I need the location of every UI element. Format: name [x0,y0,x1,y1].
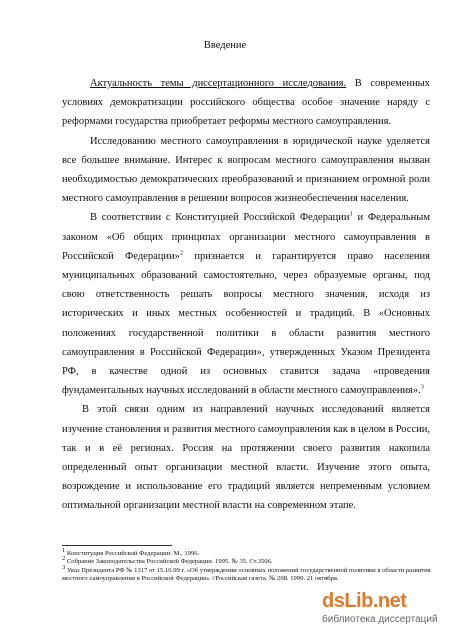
paragraph-3 [62,208,430,400]
paragraph-3-part-1: В соответствии с Конституцией Российской Федерации [90,212,350,224]
footnote-1-number: 1 [62,546,66,554]
footnote-2-number: 2 [62,555,66,563]
footnotes [62,546,432,584]
paragraph-4: В этой связи одним из направлений научных исследований является изучение становления и развития местного самоуправления как в целом в России, так и в её регионах. Россия на протяжении своего развития накопила определенный опыт организации местной власти. Изучение этого опыта, возрождение и использование его традиций является непременным условием оптимальной организации местной власти на современном этапе. [62,404,430,512]
footnote-2 [62,555,432,566]
footnote-3 [62,563,432,584]
footnote-ref-3: 3 [420,383,425,391]
paragraph-1-text: В современных условиях демократизации российского общества особое значение наряду с реформами государства приобретает реформы местного самоуправления. [62,78,430,128]
footnote-3-number: 3 [62,563,66,571]
watermark[interactable] [322,590,444,628]
topic-heading: Актуальность темы диссертационного исследования. [90,78,347,89]
footnote-ref-2: 2 [179,249,184,257]
footnote-1-text: Конституция Российской Федерации. М., 1996. [65,550,200,557]
paragraph-3-part-2: и Федеральным законом «Об общих принципах организации местного самоуправления в Российской Федерации» [62,212,430,262]
page-title: Введение [203,40,247,51]
footnote-ref-1: 1 [349,210,353,218]
footnote-separator [62,545,172,546]
paragraph-2: Исследованию местного самоуправления в юридической науке уделяется все большее внимание. Интерес к вопросам местного самоуправления вызван необходимостью демократических преобразований и признанием огромной роли местного самоуправления в решении вопросов жизнеобеспечения населения. [62,135,430,205]
paragraph-3-part-3: признается и гарантируется право населения муниципальных образований самостоятельно, через образуемые органы, под свою ответственность решать вопросы местного значения, исходя из исторических и иных местных особенностей и традиций. В «Основных положениях государственной политики в области развития местного самоуправления в Российской Федерации», утвержденных Указом Президента РФ, в качестве одной из основных ставится задача «проведения фундаментальных научных исследований в области местного самоуправления». [62,250,430,397]
body-text [62,74,430,516]
footnote-2-text: Собрание Законодательства Российской Федерации. 1995. № 35. Ст.3506. [65,558,273,566]
watermark-logo: dsLib.net [322,590,407,612]
footnote-3-text: Указ Президента РФ № 1317 от 15.10.99 г. «Об утверждении основных положений государственной политики в области развития местного самоуправления в Российской Федерации» //Российская газета. № 208. 1999. 21 октября. [62,566,431,583]
watermark-subtitle: библиотека диссертаций [322,614,438,625]
paragraph-1 [62,74,430,132]
